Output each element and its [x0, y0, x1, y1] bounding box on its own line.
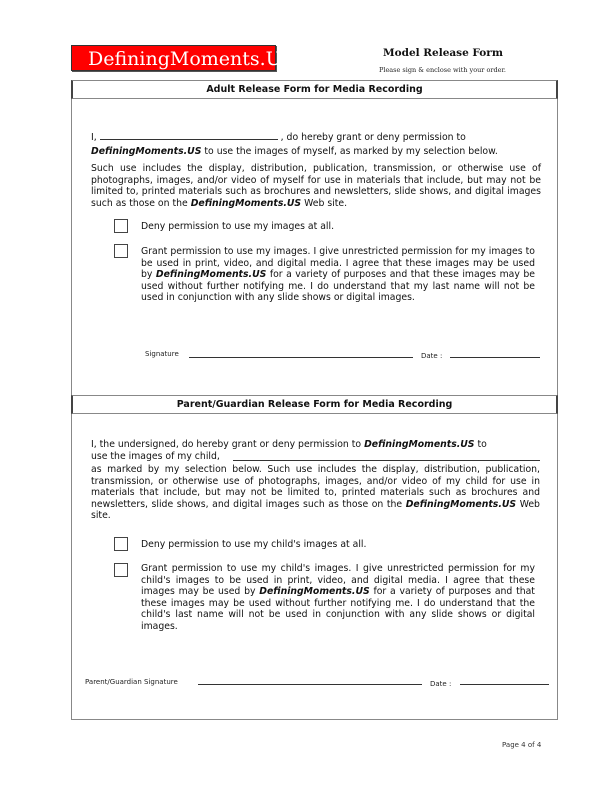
- brand-name: DefiningMoments.US: [259, 586, 370, 598]
- guardian-deny-label: Deny permission to use my child's images at all.: [141, 539, 367, 550]
- intro-suffix: , do hereby grant or deny permission to: [280, 132, 466, 143]
- adult-intro: [91, 130, 541, 144]
- adult-deny-checkbox[interactable]: [114, 219, 128, 233]
- child-name-field[interactable]: [233, 460, 540, 461]
- usage-end: Web site.: [91, 498, 540, 522]
- guardian-deny-checkbox[interactable]: [114, 537, 128, 551]
- line2-text: use the images of my child,: [91, 451, 220, 462]
- guardian-signature-label: Parent/Guardian Signature: [85, 678, 178, 686]
- grant-text: Grant permission to use my images. I give unrestricted permission for my images to be used in print, video, and digital media. I agree that these images may be used by: [141, 246, 535, 281]
- grant-text-end: for a variety of purposes and that these images may be used without further notifying me. I do understand that my last name will not be used in conjunction with any slide shows or digital images.: [141, 269, 535, 304]
- adult-section-heading: Adult Release Form for Media Recording: [71, 80, 558, 99]
- guardian-date-field[interactable]: [460, 684, 549, 685]
- intro-text: I, the undersigned, do hereby grant or deny permission to: [91, 439, 362, 450]
- guardian-grant-checkbox[interactable]: [114, 563, 128, 577]
- brand-name: DefiningMoments.US: [190, 197, 302, 209]
- line2-text: to use the images of myself, as marked by my selection below.: [204, 146, 498, 157]
- logo-text: DefiningMoments.US: [88, 48, 295, 70]
- name-field[interactable]: [100, 130, 278, 140]
- guardian-date-label: Date :: [430, 680, 452, 688]
- brand-name: DefiningMoments.US: [364, 439, 475, 450]
- form-subtitle: Please sign & enclose with your order.: [379, 66, 506, 74]
- form-title: Model Release Form: [383, 47, 503, 59]
- guardian-grant-label: [141, 563, 535, 633]
- brand-name: DefiningMoments.US: [405, 498, 517, 510]
- adult-usage-paragraph: [91, 163, 541, 209]
- grant-text-end: for a variety of purposes and that these images may be used without further notifying me. I do understand that the child's last name will not be used in conjunction with any slide shows or digital images.: [141, 586, 535, 632]
- brand-name: DefiningMoments.US: [91, 146, 202, 157]
- guardian-intro: [91, 439, 540, 451]
- guardian-signature-field[interactable]: [198, 684, 422, 685]
- adult-signature-field[interactable]: [189, 357, 413, 358]
- guardian-usage-paragraph: [91, 464, 540, 522]
- brand-logo: [71, 45, 295, 71]
- adult-line2: [91, 146, 541, 158]
- usage-end: Web site.: [304, 197, 348, 209]
- adult-grant-label: [141, 246, 535, 304]
- adult-signature-label: Signature: [145, 350, 179, 358]
- brand-name: DefiningMoments.US: [155, 269, 267, 281]
- guardian-section-heading: Parent/Guardian Release Form for Media Recording: [71, 395, 558, 414]
- intro-prefix: I,: [91, 132, 97, 143]
- adult-date-field[interactable]: [450, 357, 540, 358]
- adult-deny-label: Deny permission to use my images at all.: [141, 221, 335, 232]
- page-number: Page 4 of 4: [502, 741, 542, 749]
- grant-text: Grant permission to use my child's images. I give unrestricted permission for my child's images to be used in print, video, and digital media. I agree that these images may be used by: [141, 563, 535, 598]
- intro-end: to: [477, 439, 487, 450]
- usage-text: as marked by my selection below. Such use includes the display, distribution, publication, transmission, or otherwise use of photographs, images, and/or video of my child for use in materials that include, but may not be limited to, printed materials such as brochures and newsletters, slide shows, and digital images such as those on the: [91, 464, 540, 510]
- adult-date-label: Date :: [421, 352, 443, 360]
- adult-grant-checkbox[interactable]: [114, 244, 128, 258]
- usage-text: Such use includes the display, distribution, publication, transmission, or otherwise use of photographs, images, and/or video of myself for use in materials that include, but may not be limited to, printed materials such as brochures and newsletters, slide shows, and digital images such as those on the: [91, 163, 541, 209]
